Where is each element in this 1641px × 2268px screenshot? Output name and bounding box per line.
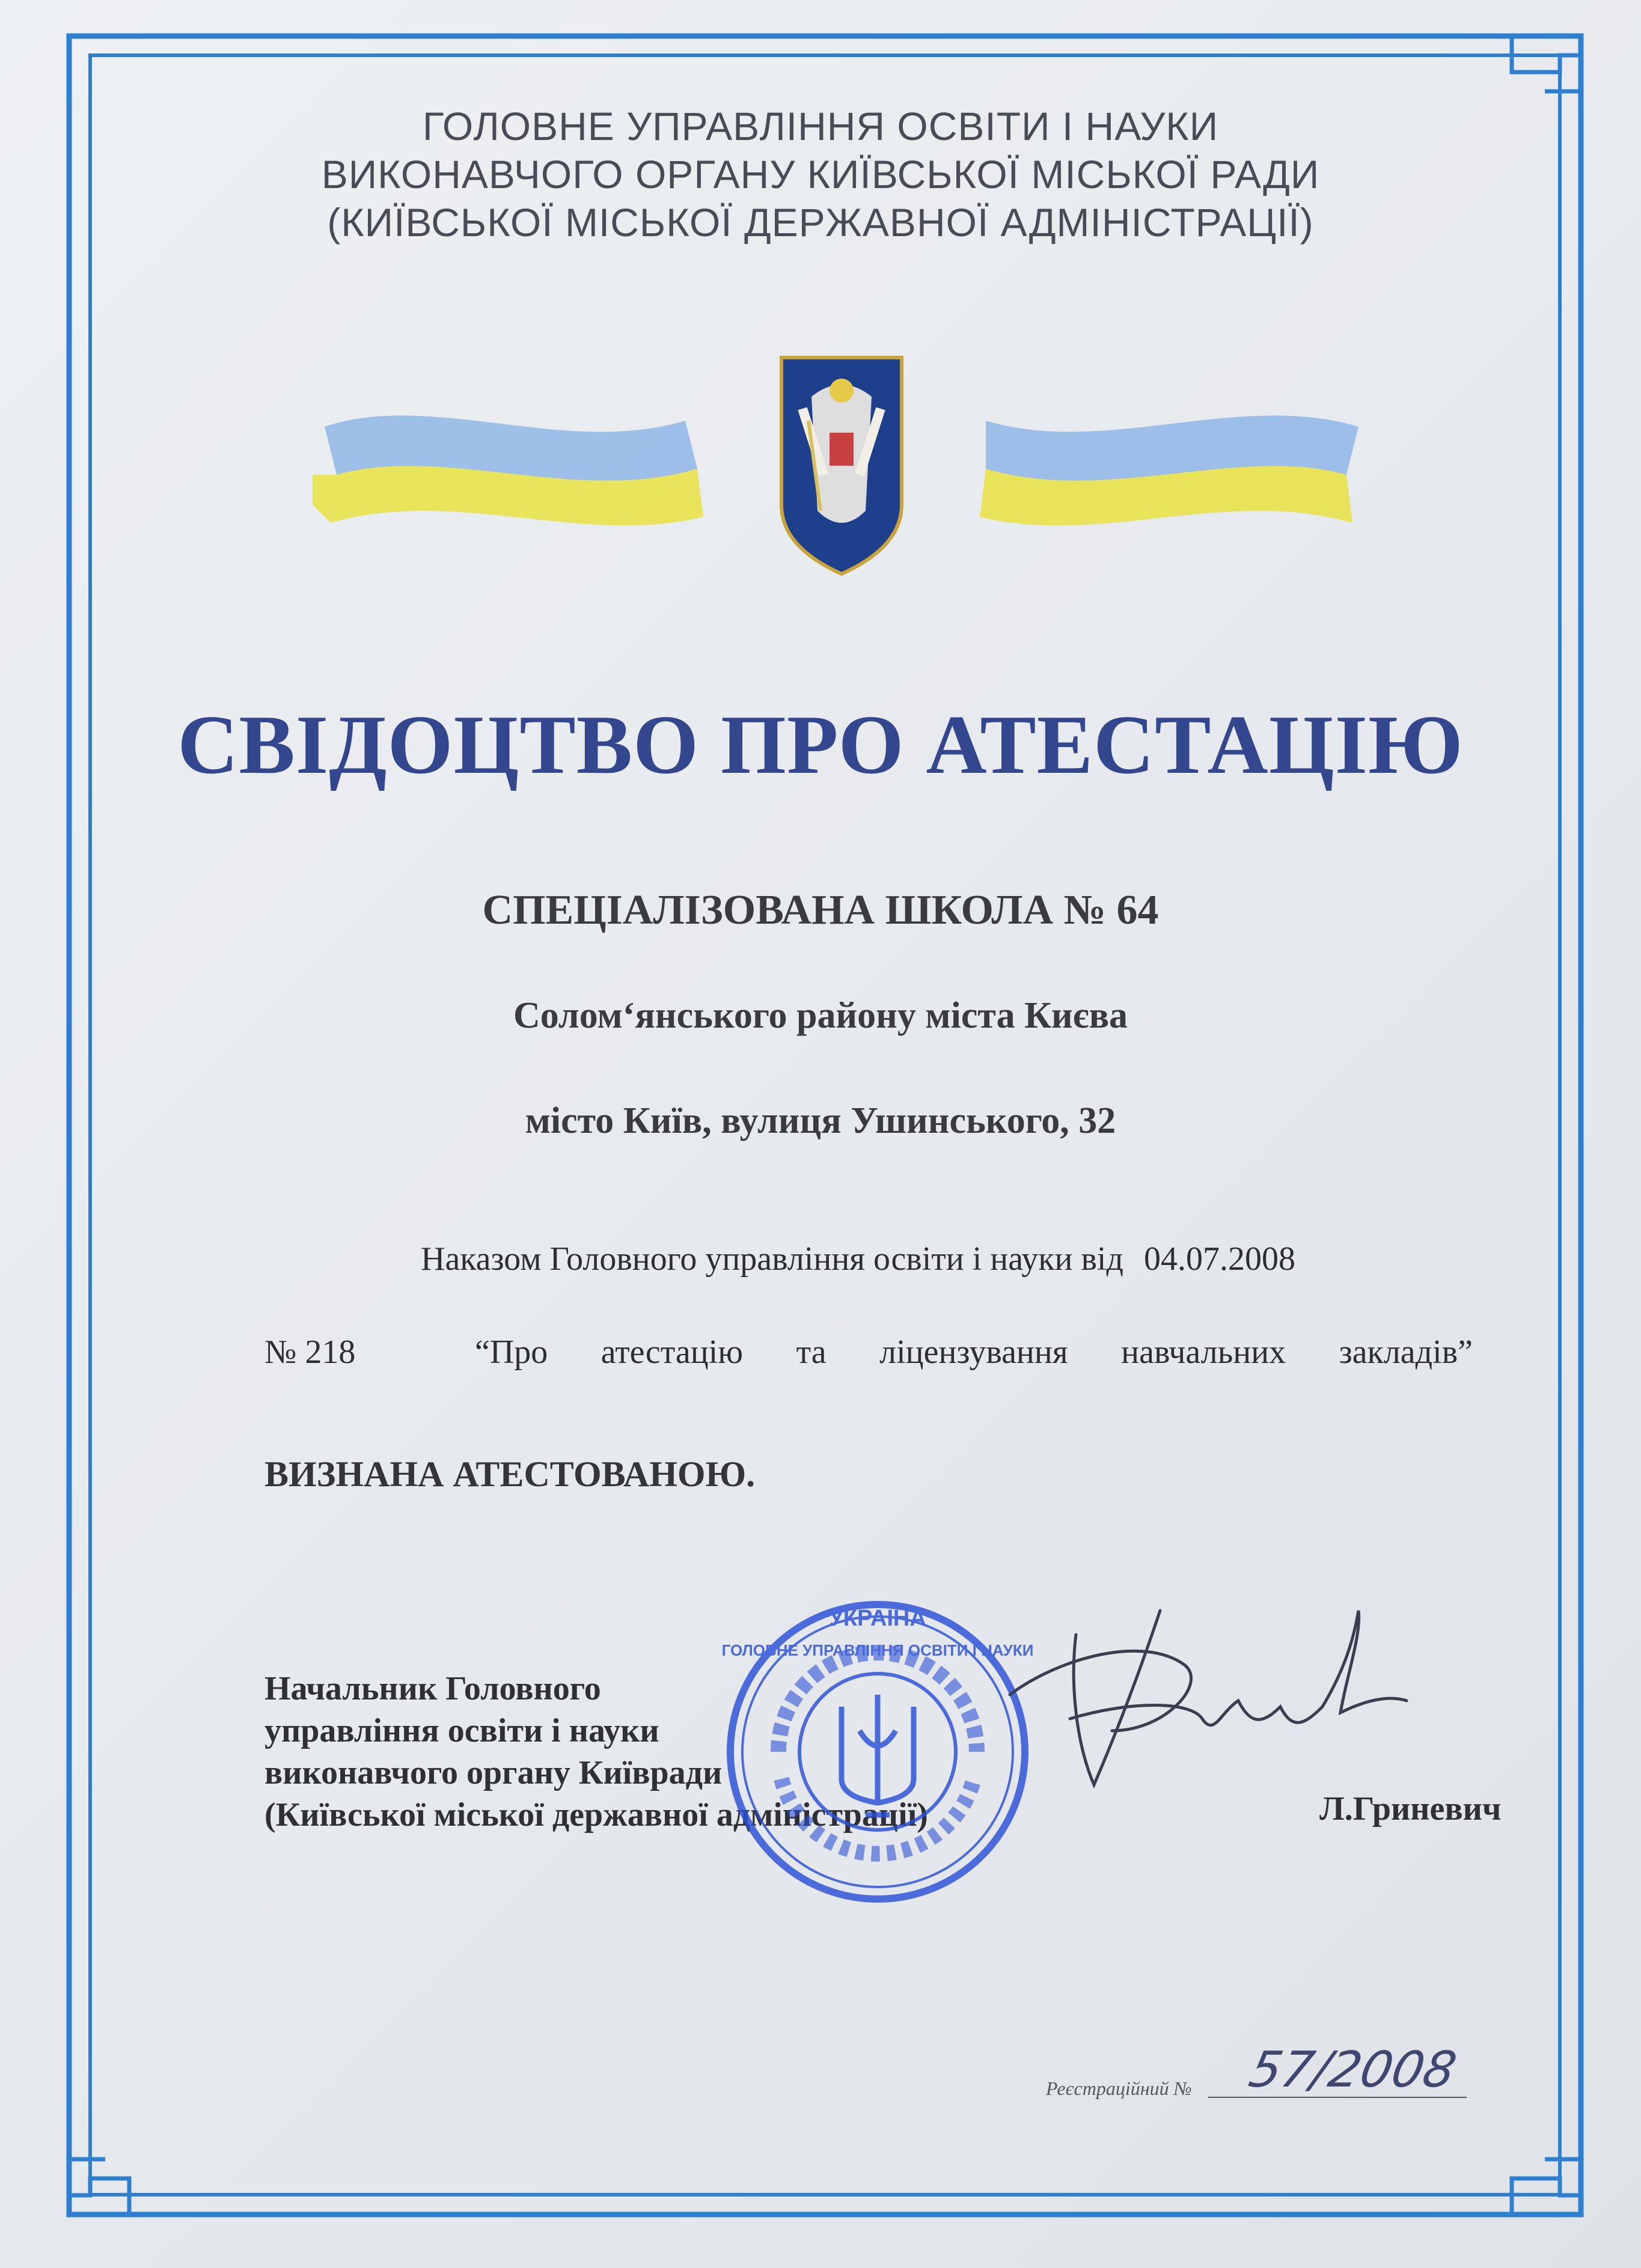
signatory-position-line-4: (Київської міської державної адміністрації) bbox=[264, 1796, 928, 1834]
signatory-position-line-3: виконавчого органу Київради bbox=[264, 1754, 723, 1791]
kyiv-coat-of-arms-emblem bbox=[313, 355, 1371, 583]
document-title: СВІДОЦТВО ПРО АТЕСТАЦІЮ bbox=[177, 698, 1464, 791]
issuing-authority-header bbox=[0, 102, 1641, 246]
signatory-name: Л.Гриневич bbox=[1319, 1790, 1502, 1828]
ribbon-left bbox=[313, 415, 703, 525]
order-text: Наказом Головного управління освіти і науки від bbox=[421, 1240, 1123, 1278]
school-district: Солом‘янського району міста Києва bbox=[513, 995, 1128, 1036]
attestation-status: ВИЗНАНА АТЕСТОВАНОЮ. bbox=[264, 1454, 756, 1494]
coat-of-arms-shield bbox=[781, 358, 902, 574]
order-reference bbox=[421, 1238, 1295, 1280]
seal-top-text: УКРАЇНА bbox=[829, 1606, 926, 1631]
header-line-2: ВИКОНАВЧОГО ОРГАНУ КИЇВСЬКОЇ МІСЬКОЇ РАДИ bbox=[321, 152, 1320, 197]
signatory-position-line-2: управління освіти і науки bbox=[264, 1712, 659, 1749]
header-line-1: ГОЛОВНЕ УПРАВЛІННЯ ОСВІТИ І НАУКИ bbox=[422, 104, 1219, 148]
signatory-position-line-1: Начальник Головного bbox=[264, 1670, 601, 1707]
school-name: СПЕЦІАЛІЗОВАНА ШКОЛА № 64 bbox=[482, 887, 1159, 933]
signatory-position bbox=[264, 1668, 928, 1836]
order-number: № 218 bbox=[264, 1334, 356, 1371]
registration-number-value: 57/2008 bbox=[1244, 2041, 1461, 2099]
order-date: 04.07.2008 bbox=[1143, 1240, 1295, 1278]
school-address: місто Київ, вулиця Ушинського, 32 bbox=[525, 1100, 1116, 1141]
ribbon-right bbox=[980, 415, 1358, 525]
seal-ring-text: ГОЛОВНЕ УПРАВЛІННЯ ОСВІТИ І НАУКИ bbox=[721, 1641, 1034, 1659]
order-title: “Про атестацію та ліцензування навчальних закладів” bbox=[475, 1334, 1473, 1371]
header-line-3: (КИЇВСЬКОЇ МІСЬКОЇ ДЕРЖАВНОЇ АДМІНІСТРАЦІЇ) bbox=[327, 200, 1314, 245]
registration-number-label: Реєстраційний № bbox=[1046, 2077, 1192, 2099]
